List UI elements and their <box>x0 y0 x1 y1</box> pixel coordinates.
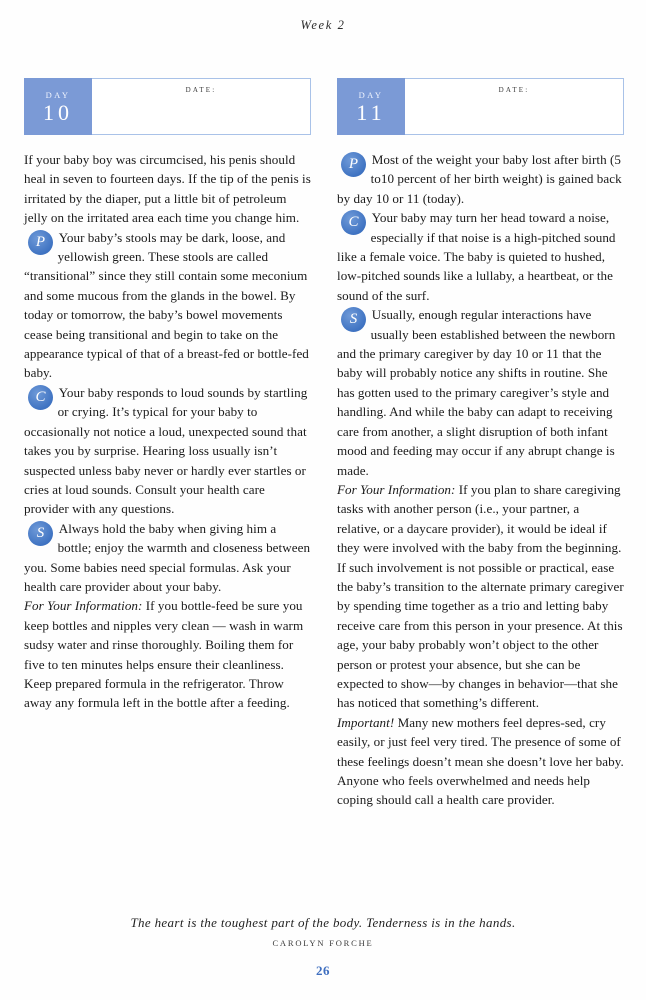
date-label: DATE: <box>498 86 530 94</box>
paragraph-loud-sounds-text: Your baby responds to loud sounds by startling or crying. It’s typical for your baby to occasionally not notice a loud, unexpected sound that takes you by surprise. Hearing loss usually isn’t suspected unless baby never or hardly ever startles or cries at loud sounds. Consult your health care provider with any questions. <box>24 384 308 517</box>
fyi-text-right: If you plan to share caregiving tasks with another person (i.e., your partner, a relative, or a daycare provider), it would be ideal if they were involved with the baby from the beginning. If such involvement is not possible or practical, ease the baby’s transition to the alternate primary caregiver by spending time together as a trio and letting baby receive care from this person in your presence. At this age, your baby probably won’t object to the other person or protest your absence, but she can be expected to show—by changes in behavior—that she has noticed that something’s different. <box>337 481 624 711</box>
fyi-label-left: For Your Information: <box>24 598 143 614</box>
paragraph-circumcision: If your baby boy was circumcised, his penis should heal in seven to fourteen days. If the tip of the penis is irritated by the diaper, put a little bit of petroleum jelly on the irritated area each time you change him. <box>24 152 311 226</box>
paragraph-head-turning <box>337 208 624 305</box>
paragraph-birth-weight-text: Most of the weight your baby lost after birth (5 to10 percent of her birth weight) is gained back by day 10 or 11 (today). <box>337 152 622 206</box>
day-word-label: DAY <box>358 89 384 100</box>
cognitive-development-icon: C <box>28 385 53 410</box>
day-number-label: 11 <box>356 100 386 126</box>
paragraph-loud-sounds <box>24 383 311 519</box>
two-column-body <box>24 78 624 810</box>
paragraph-fyi-left <box>24 596 311 712</box>
paragraph-stools-text: Your baby’s stools may be dark, loose, and yellowish green. These stools are called “transitional” since they still contain some meconium and some mucous from the glands in the bowel. By today or tomorrow, the baby’s bowel movements cease being transitional and begin to take on the appearance typical of that of a breast-fed or bottle-fed baby. <box>24 229 309 381</box>
fyi-text-left: If you bottle-feed be sure you keep bottles and nipples very clean — wash in warm sudsy water and rinse thoroughly. Boiling them for five to ten minutes helps ensure their cleanliness. Keep prepared formula in the refrigerator. Throw away any formula left in the bottle after a feeding. <box>24 598 304 711</box>
day-block-right <box>337 78 405 135</box>
paragraph-stools <box>24 228 311 383</box>
quote-author: CAROLYN FORCHE <box>272 938 374 948</box>
date-write-in-box-left[interactable] <box>92 78 311 135</box>
paragraph-head-turning-text: Your baby may turn her head toward a noise, especially if that noise is a high-pitched sound like a female voice. The baby is quieted to hushed, low-pitched sounds like a lullaby, a heartbeat, or the sound of the surf. <box>337 210 616 303</box>
fyi-label-right: For Your Information: <box>337 481 456 497</box>
paragraph-fyi-right <box>337 480 624 713</box>
paragraph-caregiver-routine-text: Usually, enough regular interactions have usually been established between the newborn and the primary caregiver by day 10 or 11 that the baby will probably notice any shifts in routine. She has gotten used to the primary caregiver’s style and handling. And while the baby can adapt to receiving care from another, a slight disruption of both infant mood and feeding may occur if any abrupt change is made. <box>337 307 616 478</box>
paragraph-bottle-holding <box>24 519 311 597</box>
social-development-icon: S <box>341 307 366 332</box>
right-column <box>337 78 624 810</box>
important-label: Important! <box>337 714 395 730</box>
social-development-icon: S <box>28 521 53 546</box>
left-column <box>24 78 311 810</box>
footer-quote-block <box>0 915 646 948</box>
paragraph-birth-weight <box>337 150 624 208</box>
date-label: DATE: <box>185 86 217 94</box>
paragraph-important <box>337 713 624 810</box>
day-banner-right <box>337 78 624 135</box>
day-word-label: DAY <box>45 89 71 100</box>
physical-development-icon: P <box>28 230 53 255</box>
important-text: Many new mothers feel depres-sed, cry easily, or just feel very tired. The presence of some of these feelings doesn’t mean she doesn’t love her baby. Anyone who feels overwhelmed and needs help coping should call a health care provider. <box>337 714 624 808</box>
paragraph-caregiver-routine <box>337 305 624 480</box>
running-head: Week 2 <box>300 18 346 32</box>
quote-text: The heart is the toughest part of the body. Tenderness is in the hands. <box>130 915 516 930</box>
day-block-left <box>24 78 92 135</box>
page-number: 26 <box>316 963 330 978</box>
paragraph-bottle-holding-text: Always hold the baby when giving him a bottle; enjoy the warmth and closeness between you. Some babies need special formulas. Ask your health care provider about your baby. <box>24 520 311 594</box>
cognitive-development-icon: C <box>341 210 366 235</box>
day-number-label: 10 <box>43 100 73 126</box>
physical-development-icon: P <box>341 152 366 177</box>
date-write-in-box-right[interactable] <box>405 78 624 135</box>
day-banner-left <box>24 78 311 135</box>
